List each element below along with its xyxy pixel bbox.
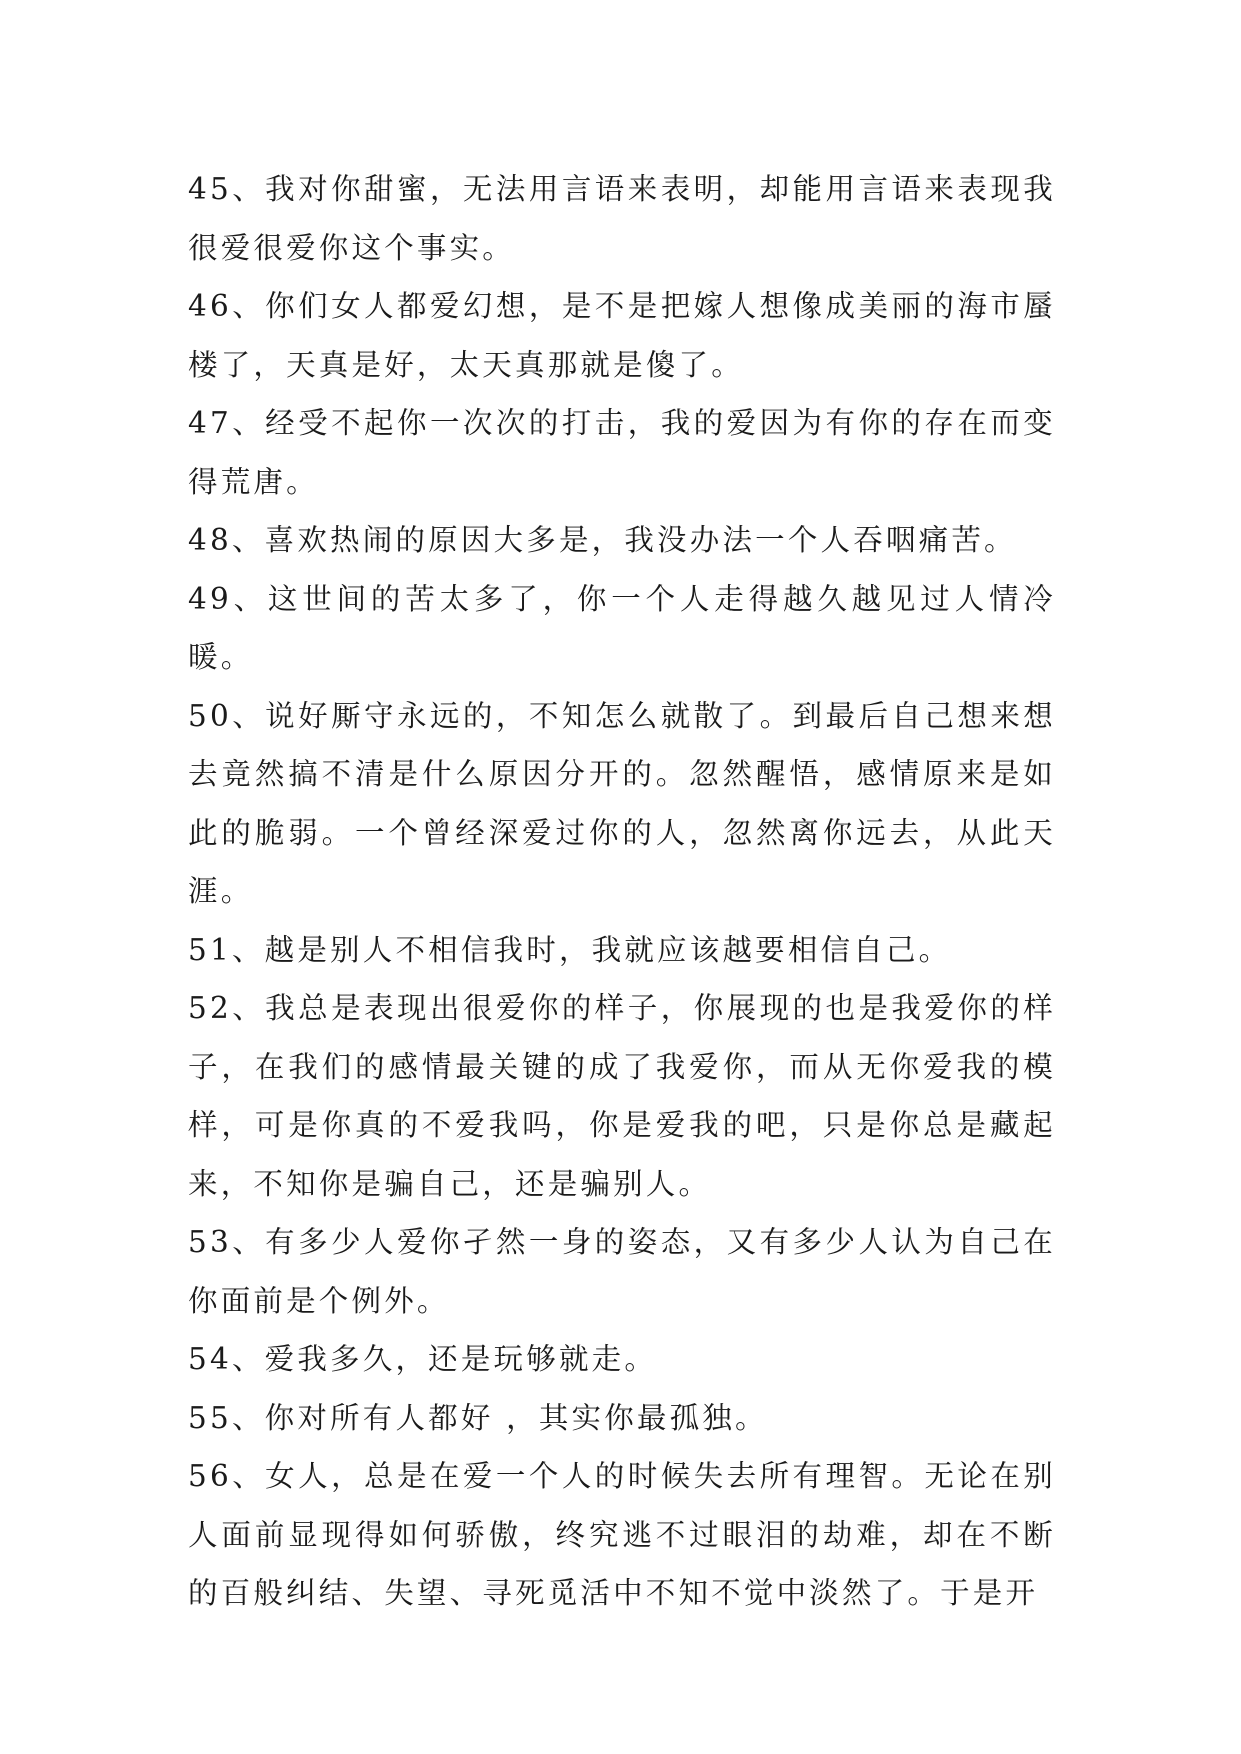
quote-entry-56: 56、女人，总是在爱一个人的时候失去所有理智。无论在别人面前显现得如何骄傲，终究逃不过眼泪的劫难，却在不断的百般纠结、失望、寻死觅活中不知不觉中淡然了。于是开: [188, 1459, 1056, 1610]
quote-entry-53: 53、有多少人爱你孑然一身的姿态，又有多少人认为自己在你面前是个例外。: [188, 1225, 1056, 1318]
quote-entry-51: 51、越是别人不相信我时，我就应该越要相信自己。: [188, 932, 952, 967]
quote-entry-45: 45、我对你甜蜜，无法用言语来表明，却能用言语来表现我很爱很爱你这个事实。: [188, 172, 1056, 265]
document-body: [188, 160, 1056, 1623]
quote-entry-49: 49、这世间的苦太多了，你一个人走得越久越见过人情冷暖。: [188, 581, 1056, 674]
quote-entry-52: 52、我总是表现出很爱你的样子，你展现的也是我爱你的样子，在我们的感情最关键的成了我爱你，而从无你爱我的模样，可是你真的不爱我吗，你是爱我的吧，只是你总是藏起来，不知你是骗自己，还是骗别人。: [188, 991, 1056, 1201]
quote-entry-50: 50、说好厮守永远的，不知怎么就散了。到最后自己想来想去竟然搞不清是什么原因分开的。忽然醒悟，感情原来是如此的脆弱。一个曾经深爱过你的人，忽然离你远去，从此天涯。: [188, 698, 1056, 908]
quote-entry-46: 46、你们女人都爱幻想，是不是把嫁人想像成美丽的海市蜃楼了，天真是好，太天真那就是傻了。: [188, 289, 1056, 382]
quote-entry-55: 55、你对所有人都好 ，其实你最孤独。: [188, 1400, 768, 1435]
quote-entry-48: 48、喜欢热闹的原因大多是，我没办法一个人吞咽痛苦。: [188, 523, 1017, 557]
quote-entry-54: 54、爱我多久，还是玩够就走。: [188, 1342, 658, 1376]
quote-entry-47: 47、经受不起你一次次的打击，我的爱因为有你的存在而变得荒唐。: [188, 406, 1056, 499]
